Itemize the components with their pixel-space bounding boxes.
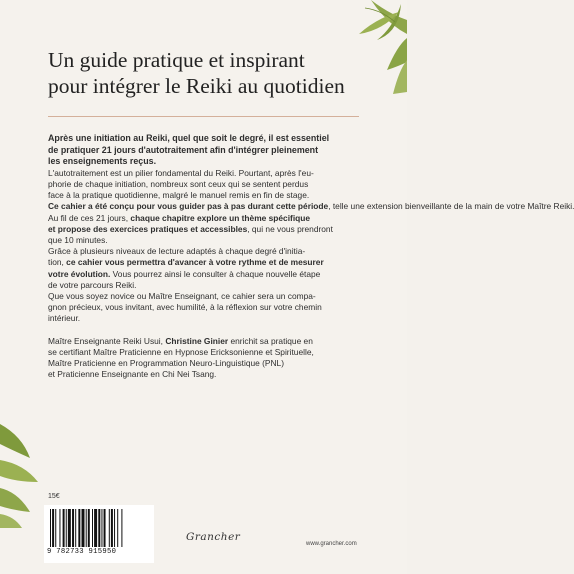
headline	[48, 47, 378, 99]
paragraph-line	[48, 224, 362, 235]
intro-line: Après une initiation au Reiki, quel que soit le degré, il est essentiel	[48, 133, 330, 143]
paragraph-line: gnon précieux, vous invitant, avec humilité, à la réflexion sur votre chemin	[48, 302, 322, 313]
bio-line: et Praticienne Enseignante en Chi Nei Tsang.	[48, 369, 217, 380]
intro-line: les enseignements reçus.	[48, 156, 157, 167]
paragraph-line: Que vous soyez novice ou Maître Enseignant, ce cahier sera un compa-	[48, 291, 316, 302]
text: enrichit sa pratique en	[228, 335, 313, 346]
paragraph-line: face à la pratique quotidienne, malgré le manuel remis en fin de stage.	[48, 190, 310, 201]
text: Au fil de ces 21 jours,	[48, 212, 131, 223]
paragraph-line	[48, 257, 362, 268]
text: Vous pourrez ainsi le consulter à chaque nouvelle étape	[110, 268, 321, 279]
emphasis: ce cahier vous permettra d'avancer à votre rythme et de mesurer	[66, 257, 324, 268]
bamboo-leaves-left-icon	[0, 418, 40, 528]
paragraph-line: L'autotraitement est un pilier fondamental du Reiki. Pourtant, après l'eu-	[48, 167, 314, 178]
divider	[48, 116, 359, 117]
paragraph-line: de votre parcours Reiki.	[48, 279, 137, 290]
spacer	[48, 325, 362, 336]
bio-line	[48, 336, 362, 347]
headline-line-2: pour intégrer le Reiki au quotidien	[48, 74, 345, 98]
intro-line: de pratiquer 21 jours d'autotraitement afin d'intégrer pleinement	[48, 144, 319, 155]
blurb	[48, 133, 574, 380]
emphasis: votre évolution.	[48, 268, 111, 279]
text: , qui ne vous prendront	[247, 223, 333, 234]
headline-line-1: Un guide pratique et inspirant	[48, 48, 305, 72]
isbn-number: 9 782733 915950	[47, 548, 117, 556]
emphasis: et propose des exercices pratiques et accessibles	[48, 223, 248, 234]
text: Maître Enseignante Reiki Usui,	[48, 335, 166, 346]
paragraph-line	[48, 213, 362, 224]
paragraph-line	[48, 201, 574, 212]
emphasis: chaque chapitre explore un thème spécifique	[130, 212, 311, 223]
barcode-bars-icon	[48, 509, 150, 547]
publisher-logo: Grancher	[186, 531, 241, 543]
text: tion,	[48, 257, 67, 268]
bio-line: se certifiant Maître Praticienne en Hypnose Ericksonienne et Spirituelle,	[48, 346, 314, 357]
bio-line: Maître Praticienne en Programmation Neuro-Linguistique (PNL)	[48, 358, 285, 369]
paragraph-line: que 10 minutes.	[48, 235, 108, 245]
author-name: Christine Ginier	[165, 335, 229, 346]
paragraph-line: phorie de chaque initiation, nombreux sont ceux qui se sentent perdus	[48, 178, 309, 189]
paragraph-line: Grâce à plusieurs niveaux de lecture adaptés à chaque degré d'initia-	[48, 246, 306, 257]
price: 15€	[48, 493, 60, 500]
publisher-website: www.grancher.com	[306, 541, 357, 547]
paragraph-line: intérieur.	[48, 313, 81, 324]
emphasis: Ce cahier a été conçu pour vous guider pas à pas durant cette période	[48, 201, 329, 212]
text: , telle une extension bienveillante de la main de votre Maître Reiki.	[328, 201, 574, 212]
paragraph-line	[48, 269, 362, 280]
isbn-barcode	[44, 505, 154, 563]
